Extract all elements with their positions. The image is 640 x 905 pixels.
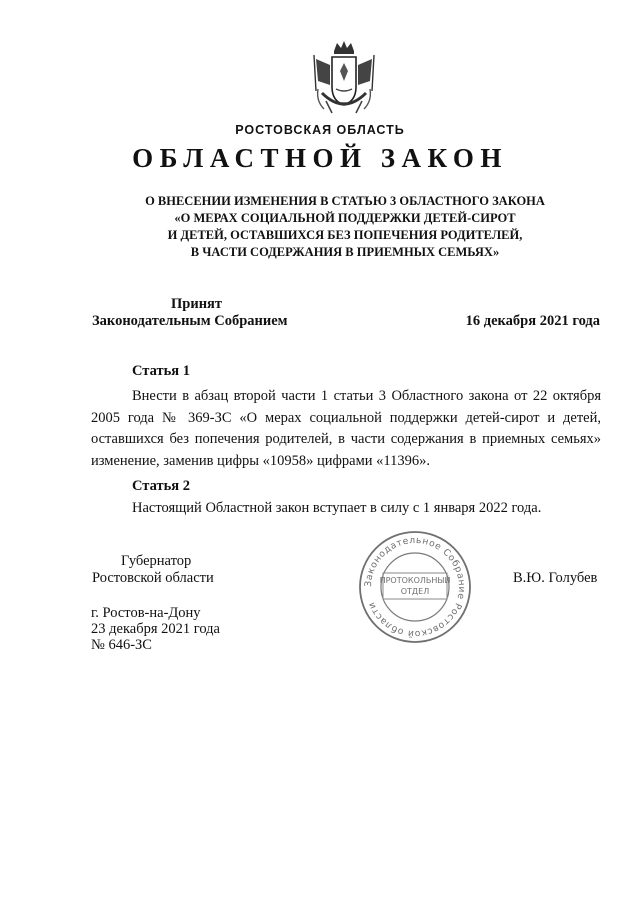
article-1-text: Внести в абзац второй части 1 статьи 3 Областного закона от 22 октября 2005 года № 369-ЗС «О мерах социальной поддержки детей-сирот и детей, оставшихся без попечения родителей, в части содержания в приемных семьях» изменение, заменив цифры «10958» цифрами «11396».	[91, 388, 601, 469]
article-2-heading: Статья 2	[132, 478, 190, 494]
law-title-line: О ВНЕСЕНИИ ИЗМЕНЕНИЯ В СТАТЬЮ 3 ОБЛАСТНОГО ЗАКОНА	[145, 194, 545, 208]
document-type: ОБЛАСТНОЙ ЗАКОН	[132, 143, 508, 173]
signatory-name: В.Ю. Голубев	[513, 570, 598, 586]
law-title	[0, 193, 640, 261]
signatory-title-line1: Губернатор	[121, 553, 192, 569]
article-1-heading: Статья 1	[132, 363, 190, 379]
adopted-by: Законодательным Собранием	[92, 313, 288, 329]
law-title-line: В ЧАСТИ СОДЕРЖАНИЯ В ПРИЕМНЫХ СЕМЬЯХ»	[190, 245, 500, 259]
stamp-center-line2: ОТДЕЛ	[400, 587, 430, 596]
region-name: РОСТОВСКАЯ ОБЛАСТЬ	[235, 123, 405, 137]
law-number: № 646-ЗС	[91, 637, 152, 653]
signing-date: 23 декабря 2021 года	[91, 621, 220, 637]
adopted-date: 16 декабря 2021 года	[465, 313, 600, 329]
article-2-text: Настоящий Областной закон вступает в силу с 1 января 2022 года.	[132, 500, 542, 516]
stamp-ring-text: Законодательное Собрание Ростовской области	[362, 534, 468, 640]
signing-place: г. Ростов-на-Дону	[91, 605, 201, 621]
coat-of-arms-icon	[312, 41, 376, 119]
stamp-center-line1: ПРОТОКОЛЬНЫЙ	[379, 576, 451, 585]
official-stamp	[357, 529, 473, 645]
law-title-line: И ДЕТЕЙ, ОСТАВШИХСЯ БЕЗ ПОПЕЧЕНИЯ РОДИТЕЛЕЙ,	[167, 228, 523, 242]
signatory-title-line2: Ростовской области	[92, 570, 214, 586]
adopted-label: Принят	[171, 296, 223, 312]
law-title-line: «О МЕРАХ СОЦИАЛЬНОЙ ПОДДЕРЖКИ ДЕТЕЙ-СИРОТ	[174, 211, 516, 225]
